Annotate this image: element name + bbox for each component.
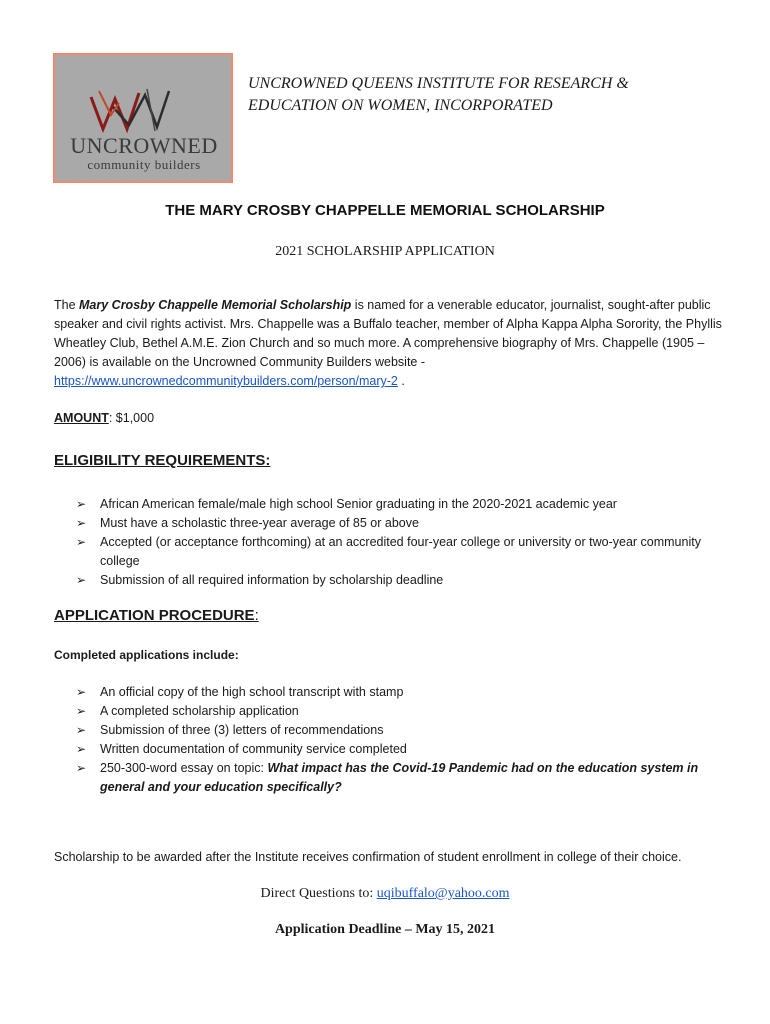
list-item: ➢ Must have a scholastic three-year average of 85 or above (76, 514, 716, 533)
list-item: ➢ Submission of all required information by scholarship deadline (76, 571, 716, 590)
intro-prefix: The (54, 298, 80, 312)
arrow-bullet-icon: ➢ (76, 704, 87, 718)
list-item (76, 759, 716, 797)
eligibility-list (76, 495, 716, 590)
logo-tagline: community builders (87, 157, 201, 172)
list-item: ➢ Submission of three (3) letters of recommendations (76, 721, 716, 740)
arrow-bullet-icon: ➢ (76, 573, 87, 587)
contact-email-link[interactable]: uqibuffalo@yahoo.com (376, 886, 510, 901)
application-deadline: Application Deadline – May 15, 2021 (274, 922, 496, 937)
amount-line (54, 411, 154, 425)
biography-link[interactable]: https://www.uncrownedcommunitybuilders.com/person/mary-2 (54, 374, 398, 388)
arrow-bullet-icon: ➢ (76, 497, 87, 511)
list-item: ➢ Accepted (or acceptance forthcoming) at an accredited four-year college or university or two-year community college (76, 535, 701, 568)
contact-line (0, 886, 770, 902)
essay-topic: What impact has the Covid-19 Pandemic had on the education system in general and your education specifically? (100, 761, 699, 794)
amount-value: : $1,000 (108, 411, 155, 425)
list-item: ➢ A completed scholarship application (76, 702, 716, 721)
page-title: THE MARY CROSBY CHAPPELLE MEMORIAL SCHOLARSHIP (165, 202, 605, 219)
page-subtitle: 2021 SCHOLARSHIP APPLICATION (275, 244, 495, 259)
logo-wordmark: UNCROWNED (70, 133, 218, 158)
arrow-bullet-icon: ➢ (76, 761, 87, 775)
arrow-bullet-icon: ➢ (76, 723, 87, 737)
list-item: ➢ Written documentation of community service completed (76, 740, 716, 759)
arrow-bullet-icon: ➢ (76, 742, 87, 756)
arrow-bullet-icon: ➢ (76, 516, 87, 530)
intro-text: is named for a venerable educator, journalist, sought-after public speaker and civil rights activist. Mrs. Chappelle was a Buffalo teacher, member of Alpha Kappa Alpha Sorority, the Phyllis Wheatley Club, Bethel A.M.E. Zion Church and so much more. A comprehensive biography of Mrs. Chappelle (1905 – 2006) is available on the Uncrowned Community Builders website - (54, 298, 722, 369)
arrow-bullet-icon: ➢ (76, 535, 87, 549)
eligibility-heading: ELIGIBILITY REQUIREMENTS: (54, 452, 271, 469)
closing-paragraph: Scholarship to be awarded after the Institute receives confirmation of student enrollment in college of their choice. (54, 850, 682, 864)
org-line-2: EDUCATION ON WOMEN, INCORPORATED (248, 97, 553, 114)
list-item: ➢ An official copy of the high school transcript with stamp (76, 683, 716, 702)
amount-label: AMOUNT (54, 411, 109, 425)
procedure-heading: APPLICATION PROCEDURE: (54, 607, 259, 624)
crown-logo-mark (85, 85, 205, 135)
arrow-bullet-icon: ➢ (76, 685, 87, 699)
intro-suffix: . (397, 374, 405, 388)
intro-paragraph (54, 296, 722, 391)
procedure-list (76, 683, 716, 797)
scholarship-name: Mary Crosby Chappelle Memorial Scholarship (79, 298, 352, 312)
contact-label: Direct Questions to: (260, 886, 377, 901)
essay-prefix: 250-300-word essay on topic: (100, 761, 268, 775)
organization-logo (53, 53, 233, 183)
list-item: ➢ African American female/male high school Senior graduating in the 2020-2021 academic year (76, 495, 716, 514)
org-line-1: UNCROWNED QUEENS INSTITUTE FOR RESEARCH & (248, 75, 629, 92)
completed-label: Completed applications include: (54, 648, 239, 662)
organization-name (248, 73, 728, 117)
